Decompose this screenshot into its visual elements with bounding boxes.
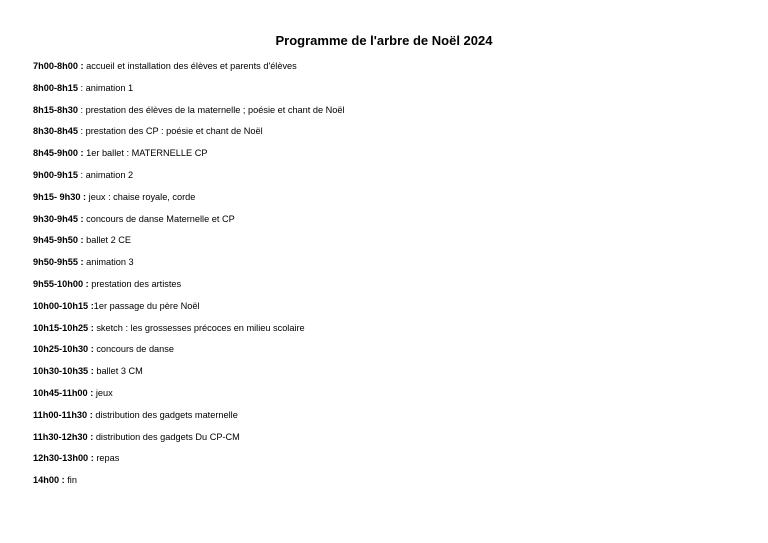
schedule-row <box>33 387 345 409</box>
schedule-time: 7h00-8h00 : <box>33 61 84 71</box>
schedule-text: : prestation des CP : poésie et chant de Noël <box>77 126 263 137</box>
schedule-time: 9h50-9h55 : <box>33 257 84 268</box>
schedule-row <box>33 256 345 278</box>
schedule-text: sketch : les grossesses précoces en milieu scolaire <box>93 322 305 333</box>
schedule-row <box>33 474 345 496</box>
schedule-text: : animation 2 <box>77 169 134 180</box>
schedule-time: 12h30-13h00 : <box>33 453 94 464</box>
schedule-list <box>33 60 345 496</box>
schedule-time: 9h00-9h15 <box>33 169 78 180</box>
schedule-row <box>33 169 345 191</box>
schedule-row <box>33 125 345 147</box>
schedule-row <box>33 191 345 213</box>
schedule-row <box>33 82 345 104</box>
schedule-text: ballet 2 CE <box>83 235 132 246</box>
schedule-row <box>33 278 345 300</box>
schedule-text: 1er passage du père Noël <box>93 300 200 311</box>
schedule-time: 8h45-9h00 : <box>33 148 84 159</box>
schedule-text: animation 3 <box>83 257 134 268</box>
schedule-text: : animation 1 <box>77 82 134 93</box>
schedule-time: 10h30-10h35 : <box>33 366 94 377</box>
schedule-text: : prestation des élèves de la maternelle ; poésie et chant de Noël <box>77 104 345 115</box>
schedule-text: concours de danse Maternelle et CP <box>83 213 235 224</box>
schedule-time: 11h30-12h30 : <box>33 431 94 442</box>
schedule-time: 14h00 : <box>33 475 65 486</box>
document-title: Programme de l'arbre de Noël 2024 <box>275 33 493 48</box>
schedule-row <box>33 147 345 169</box>
schedule-row <box>33 234 345 256</box>
schedule-text: 1er ballet : MATERNELLE CP <box>83 148 208 159</box>
schedule-text: prestation des artistes <box>88 278 182 289</box>
schedule-time: 10h00-10h15 : <box>33 300 94 311</box>
schedule-text: jeux : chaise royale, corde <box>86 191 196 202</box>
schedule-row <box>33 104 345 126</box>
schedule-text: distribution des gadgets Du CP-CM <box>93 431 240 442</box>
schedule-time: 10h45-11h00 : <box>33 387 94 398</box>
schedule-text: ballet 3 CM <box>93 366 143 377</box>
schedule-time: 9h30-9h45 : <box>33 213 84 224</box>
schedule-time: 10h15-10h25 : <box>33 322 94 333</box>
schedule-row <box>33 409 345 431</box>
schedule-time: 8h15-8h30 <box>33 104 78 115</box>
schedule-row <box>33 365 345 387</box>
schedule-row <box>33 431 345 453</box>
schedule-time: 8h00-8h15 <box>33 82 78 93</box>
schedule-time: 8h30-8h45 <box>33 126 78 137</box>
schedule-time: 10h25-10h30 : <box>33 344 94 355</box>
schedule-time: 11h00-11h30 : <box>33 409 93 420</box>
schedule-time: 9h15- 9h30 : <box>33 191 87 202</box>
schedule-time: 9h45-9h50 : <box>33 235 84 246</box>
schedule-row <box>33 452 345 474</box>
schedule-text: fin <box>64 475 77 486</box>
schedule-time: 9h55-10h00 : <box>33 278 89 289</box>
schedule-text: repas <box>93 453 120 464</box>
schedule-row <box>33 300 345 322</box>
schedule-row <box>33 60 345 82</box>
schedule-row <box>33 213 345 235</box>
schedule-text: distribution des gadgets maternelle <box>92 409 238 420</box>
schedule-text: jeux <box>93 387 113 398</box>
schedule-text: concours de danse <box>93 344 174 355</box>
schedule-row <box>33 343 345 365</box>
schedule-row <box>33 322 345 344</box>
schedule-text: accueil et installation des élèves et parents d'élèves <box>83 61 297 71</box>
